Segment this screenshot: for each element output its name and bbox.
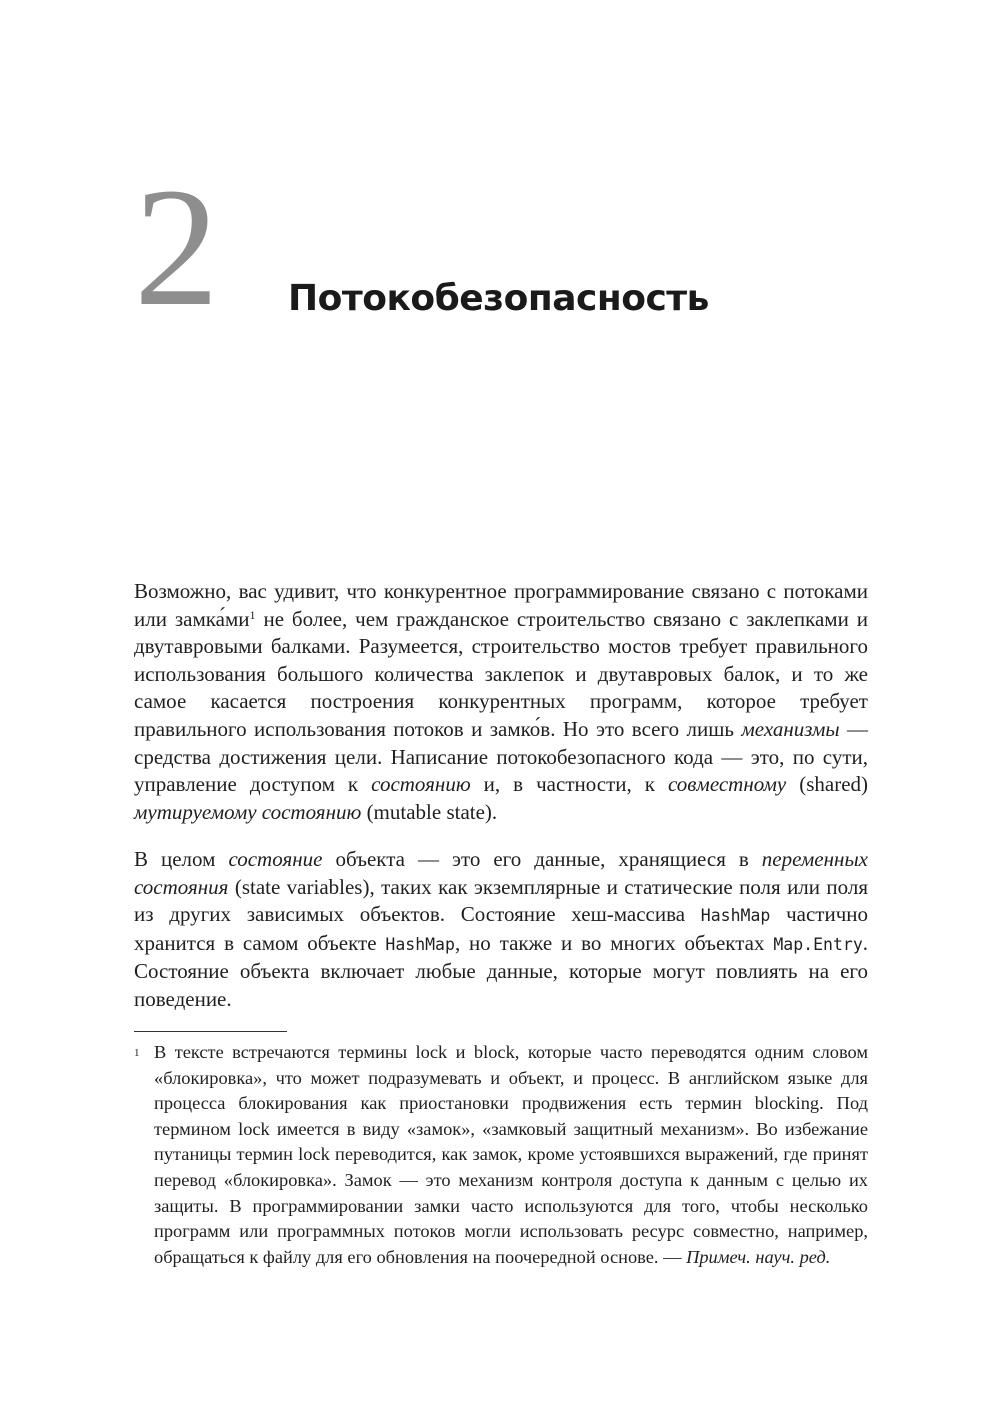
emphasis: переменных состояния: [134, 847, 869, 899]
code-hashmap: HashMap: [385, 934, 455, 954]
text-run: (shared): [786, 772, 869, 797]
text-run: Возможно, вас удивит, что конкурентное программирование связано с потоками или замка́ми: [134, 579, 868, 631]
code-map-entry: Map.Entry: [773, 934, 863, 954]
body-paragraph-1: [134, 578, 868, 826]
chapter-title: Потокобезопасность: [288, 278, 709, 319]
footnote-editor-note: Примеч. науч. ред.: [686, 1246, 831, 1267]
footnote-text: В тексте встречаются термины lock и block, которые часто переводятся одним словом «блокировка», что может подразумевать и объект, и процесс. В английском языке для процесса блокирования как приостановки продвижения есть термин blocking. Под термином lock имеется в виду «замок», «замковый защитный механизм». Во избежание путаницы термин lock переводится, как замок, кроме устоявшихся выражений, где принят перевод «блокировка». Замок — это механизм контроля доступа к данным с целью их защиты. В программировании замки часто используются для того, чтобы несколько программ или программных потоков могли использовать ресурс совместно, например, обращаться к файлу для его обновления на поочередной основе. —: [154, 1042, 868, 1267]
text-run: объекта — это его данные, хранящиеся в: [322, 847, 762, 871]
emphasis: мутируемому состоянию: [134, 799, 362, 824]
text-run: и, в частности, к: [470, 772, 668, 797]
emphasis: совместному: [668, 772, 787, 797]
text-run: частично хранится в самом объекте: [134, 902, 868, 955]
text-run: . Состояние объекта включает любые данные, которые могут повлиять на его поведение.: [134, 930, 868, 1011]
body-paragraph-2: [134, 846, 868, 1014]
footnote-reference[interactable]: 1: [249, 607, 256, 622]
footnote-mark: 1: [134, 1047, 140, 1059]
text-run: В целом: [134, 847, 229, 871]
emphasis: состояние: [228, 847, 323, 871]
footnote-body: [154, 1040, 868, 1270]
text-run: — средства достижения цели. Написание потокобезопасного кода — это, по сути, управление доступом к: [134, 716, 868, 797]
footnote-divider: [134, 1031, 287, 1032]
footnote: [134, 1040, 868, 1270]
text-run: не более, чем гражданское строительство связано с заклепками и двутавровыми балками. Разумеется, строительство мостов требует правильного использования большого количества заклепок и двутавровых балок, и то же самое касается построения конкурентных программ, которое требует правильного использования потоков и замко́в. Но это всего лишь: [134, 606, 868, 741]
text-run: (mutable state).: [361, 799, 498, 824]
emphasis: механизмы: [741, 716, 840, 741]
emphasis: состоянию: [371, 772, 471, 797]
chapter-number: 2: [134, 153, 219, 341]
text-run: (state variables), таких как экземплярные и статические поля или поля из других зависимых объектов. Состояние хеш-массива: [134, 874, 868, 927]
code-hashmap: HashMap: [700, 906, 771, 926]
text-run: , но также и во многих объектах: [454, 930, 774, 955]
